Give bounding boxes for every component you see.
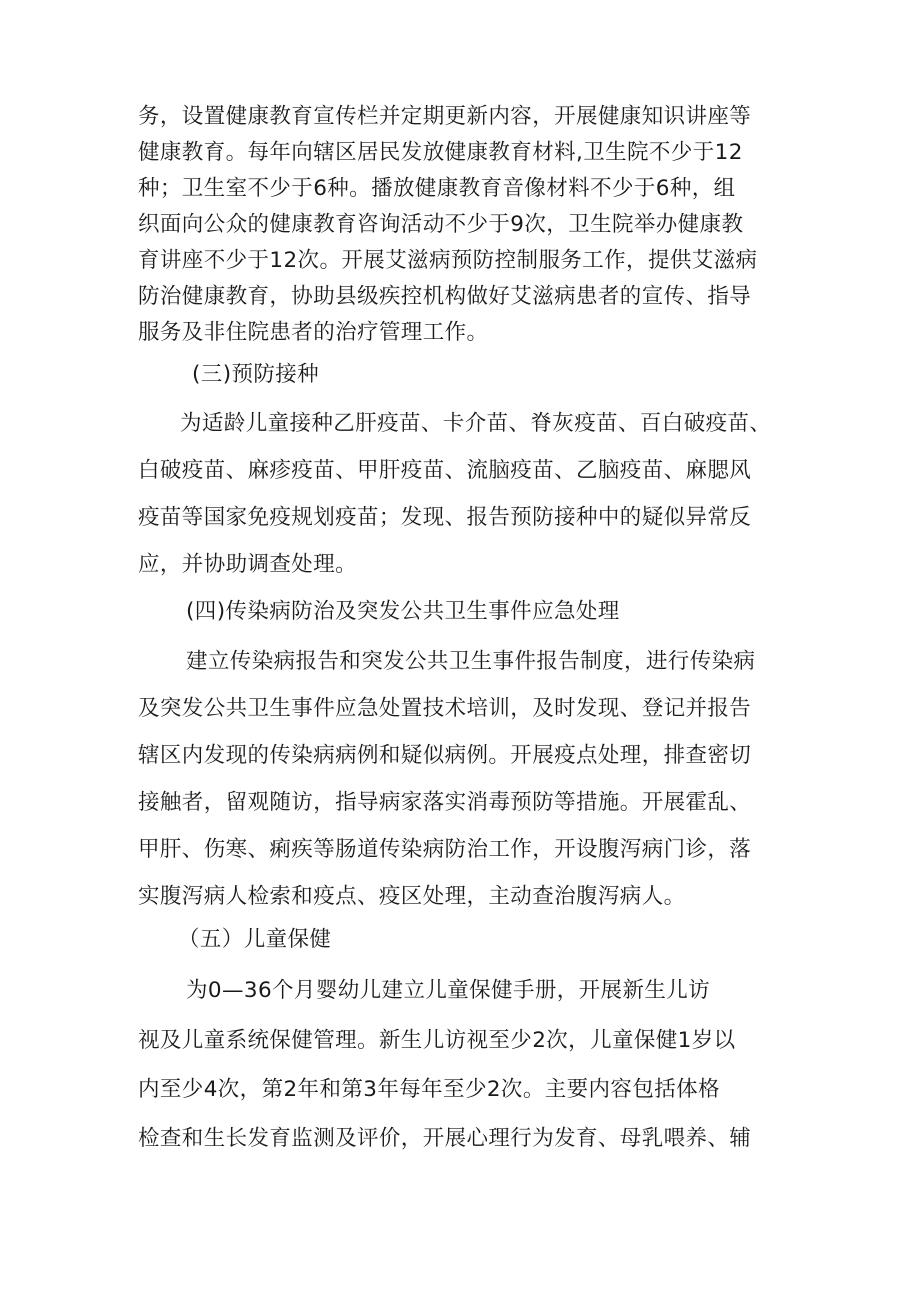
paragraph-line: 及突发公共卫生事件应急处置技术培训，及时发现、登记并报告	[138, 696, 752, 721]
paragraph-line: 接触者，留观随访，指导病家落实消毒预防等措施。开展霍乱、	[138, 790, 752, 815]
paragraph-line: 健康教育。每年向辖区居民发放健康教育材料,卫生院不少于12	[138, 140, 743, 165]
paragraph-line: 为0—36个月婴幼儿建立儿童保健手册，开展新生儿访	[186, 978, 711, 1003]
paragraph-line: 防治健康教育，协助县级疾控机构做好艾滋病患者的宣传、指导	[138, 284, 752, 309]
section-heading-immunization: (三)预防接种	[192, 362, 320, 387]
paragraph-line: 种；卫生室不少于6种。播放健康教育音像材料不少于6种，组	[138, 176, 736, 201]
paragraph-line: 应，并协助调查处理。	[138, 552, 358, 577]
paragraph-line: 疫苗等国家免疫规划疫苗；发现、报告预防接种中的疑似异常反	[138, 505, 752, 530]
section-heading-child-health: （五）儿童保健	[178, 927, 332, 952]
paragraph-line: 育讲座不少于12次。开展艾滋病预防控制服务工作，提供艾滋病	[138, 248, 758, 273]
paragraph-line: 检查和生长发育监测及评价，开展心理行为发育、母乳喂养、辅	[138, 1126, 752, 1151]
paragraph-line: 视及儿童系统保健管理。新生儿访视至少2次，儿童保健1岁以	[138, 1028, 736, 1053]
paragraph-line: 织面向公众的健康教育咨询活动不少于9次，卫生院举办健康教	[138, 212, 744, 237]
paragraph-line: 服务及非住院患者的治疗管理工作。	[138, 320, 489, 345]
section-heading-infectious-disease: (四)传染病防治及突发公共卫生事件应急处理	[186, 599, 620, 624]
paragraph-line: 甲肝、伤寒、痢疾等肠道传染病防治工作，开设腹泻病门诊，落	[138, 837, 752, 862]
paragraph-line: 白破疫苗、麻疹疫苗、甲肝疫苗、流脑疫苗、乙脑疫苗、麻腮风	[138, 458, 752, 483]
paragraph-line: 实腹泻病人检索和疫点、疫区处理，主动查治腹泻病人。	[138, 884, 686, 909]
paragraph-line: 辖区内发现的传染病病例和疑似病例。开展疫点处理，排查密切	[138, 743, 752, 768]
paragraph-line: 为适龄儿童接种乙肝疫苗、卡介苗、脊灰疫苗、百白破疫苗、	[180, 411, 772, 436]
paragraph-line: 内至少4次，第2年和第3年每年至少2次。主要内容包括体格	[138, 1077, 720, 1102]
paragraph-line: 建立传染病报告和突发公共卫生事件报告制度，进行传染病	[186, 649, 756, 674]
paragraph-line: 务，设置健康教育宣传栏并定期更新内容，开展健康知识讲座等	[138, 104, 752, 129]
